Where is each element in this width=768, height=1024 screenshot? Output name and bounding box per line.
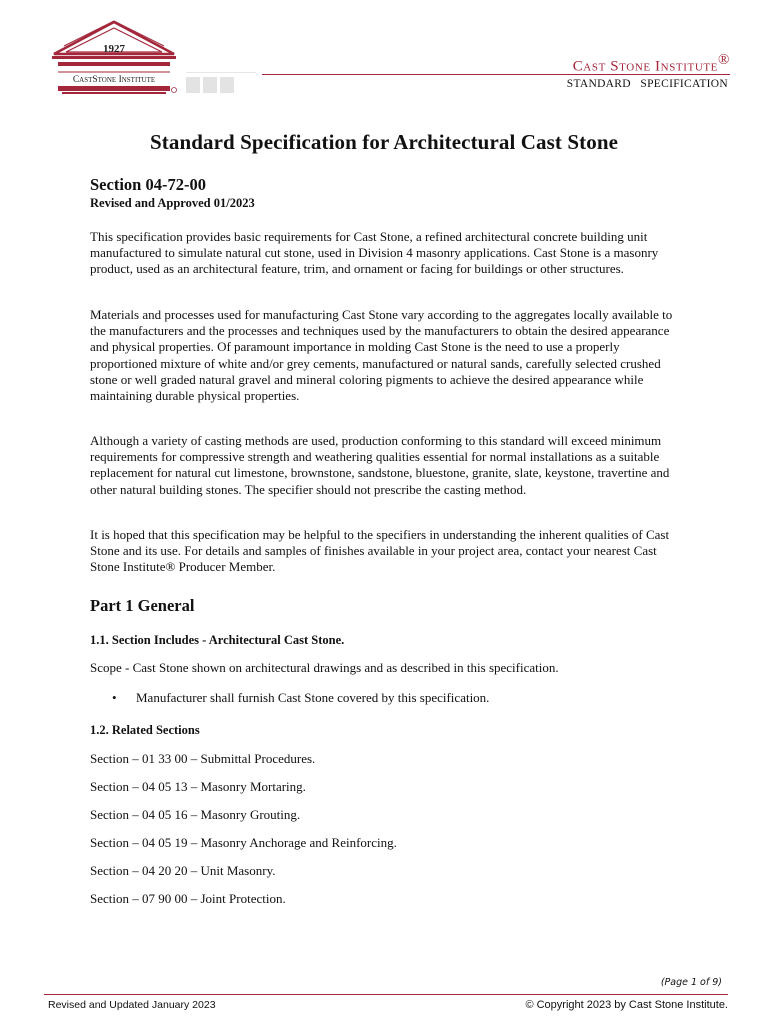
footer-rule (44, 994, 728, 995)
section-number: Section 04-72-00 (90, 175, 206, 194)
institute-name: Cast Stone Institute (572, 58, 718, 75)
section-1-1-heading: 1.1. Section Includes - Architectural Cast Stone. (90, 633, 345, 647)
bullet-text: Manufacturer shall furnish Cast Stone covered by this specification. (136, 690, 490, 705)
footer-copyright: © Copyright 2023 by Cast Stone Institute. (525, 999, 728, 1011)
page-number: (Page 1 of 9) (660, 977, 722, 988)
revision-date: Revised and Approved 01/2023 (90, 196, 255, 210)
cast-stone-institute-logo (44, 16, 184, 100)
header-accent-line (186, 72, 256, 73)
related-section-item: Section – 04 05 16 – Masonry Grouting. (90, 807, 301, 822)
related-section-item: Section – 01 33 00 – Submittal Procedures. (90, 751, 316, 766)
section-1-2-heading: 1.2. Related Sections (90, 723, 200, 737)
intro-paragraph-2: Materials and processes used for manufacturing Cast Stone vary according to the aggregates locally available to the manufacturers and the processes and techniques used by the manufacturers to obtain the desired appearance and physical properties. Of paramount importance in molding Cast Stone is the need to use a properly proportioned mixture of white and/or grey cements, manufactured or natural sands, carefully selected crushed stone or well graded natural gravel and mineral coloring pigments to achieve the desired appearance while maintaining durable physical properties. (90, 307, 673, 404)
part-1-heading: Part 1 General (90, 596, 195, 615)
intro-paragraph-4: It is hoped that this specification may be helpful to the specifiers in understanding the inherent qualities of Cast Stone and its use. For details and samples of finishes available in your project area, contact your nearest Cast Stone Institute® Producer Member. (90, 527, 670, 575)
bullet-icon: • (112, 690, 117, 705)
header-institute (573, 52, 730, 75)
scope-text: Scope - Cast Stone shown on architectural drawings and as described in this specification. (90, 660, 559, 675)
logo-year: 1927 (103, 43, 125, 55)
registered-mark: ® (718, 52, 730, 68)
document-title: Standard Specification for Architectural Cast Stone (149, 130, 619, 154)
related-section-item: Section – 04 20 20 – Unit Masonry. (90, 863, 276, 878)
related-section-item: Section – 04 05 13 – Masonry Mortaring. (90, 779, 306, 794)
related-section-item: Section – 07 90 00 – Joint Protection. (90, 891, 286, 906)
header-rule (262, 74, 730, 75)
intro-paragraph-3: Although a variety of casting methods are used, production conforming to this standard will exceed minimum requirements for compressive strength and weathering qualities essential for normal installations as a suitable replacement for natural cut limestone, brownstone, sandstone, bluestone, granite, slate, keystone, travertine and other natural building stones. The specifier should not prescribe the casting method. (90, 433, 670, 497)
header-subtitle: STANDARD SPECIFICATION (566, 78, 728, 90)
decorative-squares (186, 77, 237, 98)
intro-paragraph-1: This specification provides basic requirements for Cast Stone, a refined architectural concrete building unit manufactured to simulate natural cut stone, used in Division 4 masonry applications. Cast Stone is a masonry product, used as an architectural feature, trim, and ornament or facing for buildings or other structures. (90, 229, 659, 277)
related-section-item: Section – 04 05 19 – Masonry Anchorage and Reinforcing. (90, 835, 397, 850)
logo-text: CastStone Institute (72, 75, 156, 85)
footer-revision: Revised and Updated January 2023 (48, 999, 216, 1011)
bullet-item (112, 690, 489, 706)
